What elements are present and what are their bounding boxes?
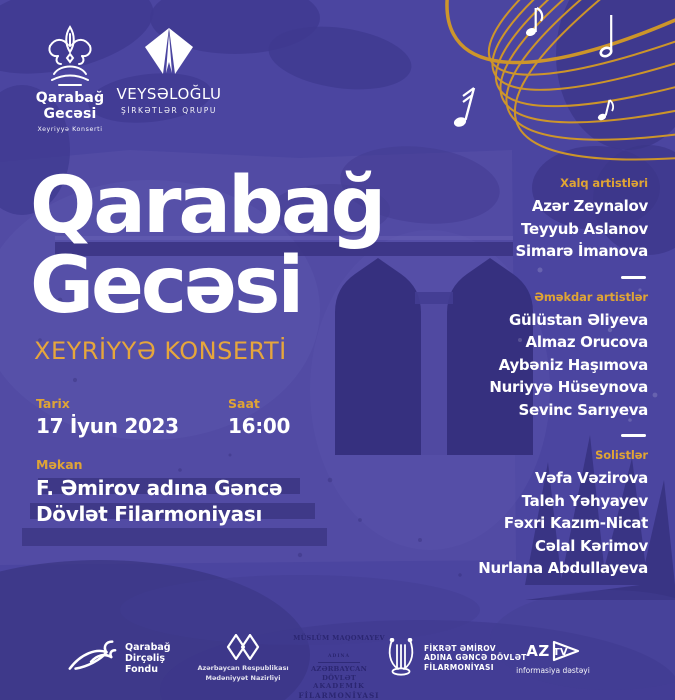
venue-detail: [36, 457, 290, 527]
date-detail: [36, 396, 228, 438]
xaribulbul-flower-icon: [47, 24, 93, 90]
gence-philharmonic-line3: FİLARMONİYASI: [424, 662, 494, 672]
artist-name: Aybəniz Haşımova: [498, 355, 648, 374]
artist-group-label: Solistlər: [595, 448, 648, 462]
music-note-icon: [599, 15, 612, 58]
state-philharmonic-line4: AKADEMİK: [313, 682, 365, 690]
partner-logo-name: VEYSƏLOĞLU: [116, 85, 222, 103]
date-value: 17 İyun 2023: [36, 414, 179, 438]
time-value: 16:00: [228, 414, 291, 438]
partner-logo-tagline: ŞİRKƏTLƏR QRUPU: [121, 106, 217, 115]
event-logo-line2: Gecəsi: [43, 106, 97, 122]
veyseloglu-diamond-icon: [143, 26, 195, 78]
ornament-pattern-icon: [226, 634, 260, 660]
title-line1: Qarabağ: [30, 161, 384, 251]
state-philharmonic-line3: AZƏRBAYCAN DÖVLƏT: [310, 665, 368, 682]
state-philharmonic-line1: MÜSLÜM MAQOMAYEV: [293, 634, 385, 642]
artist-name: Vəfa Vəzirova: [534, 469, 648, 487]
artist-name: Azər Zeynalov: [531, 197, 648, 215]
artist-name: Fəxri Kazım-Nicat: [503, 514, 648, 532]
artist-name: Almaz Orucova: [525, 333, 648, 351]
fund-line2: Dirçəliş: [125, 652, 166, 664]
artist-name: Sevinc Sarıyeva: [518, 400, 648, 419]
bird-logo-icon: [64, 638, 118, 678]
gence-philharmonic-logo: [386, 638, 527, 678]
venue-line2: Dövlət Filarmoniyası: [36, 502, 263, 526]
venue-line1: F. Əmirov adına Gəncə: [36, 476, 283, 500]
artist-name: Nurlana Abdullayeva: [478, 559, 648, 577]
event-logo: [26, 24, 114, 133]
artist-name: Simarə İmanova: [515, 242, 648, 260]
page-title: [30, 161, 384, 331]
artist-group-label: Xalq artistləri: [560, 176, 648, 190]
time-detail: [228, 396, 290, 438]
event-details: [36, 396, 290, 527]
artist-name: Taleh Yəhyayev: [521, 491, 648, 510]
culture-ministry-logo: [182, 634, 304, 682]
title-line2: Gecəsi: [30, 241, 302, 331]
fund-line1: Qarabağ: [125, 641, 171, 653]
artist-name: Cəlal Kərimov: [535, 536, 648, 555]
gence-philharmonic-line1: FİKRƏT ƏMİROV: [424, 643, 496, 653]
section-divider: [621, 434, 646, 437]
event-subtitle: XEYRİYYƏ KONSERTİ: [34, 337, 287, 365]
state-philharmonic-logo: [293, 634, 385, 700]
section-divider: [621, 276, 646, 279]
date-label: Tarix: [36, 396, 70, 411]
artist-name: Nuriyyə Hüseynova: [489, 378, 648, 396]
event-logo-line1: Qarabağ: [35, 90, 105, 106]
artist-group-label: Əməkdar artistlər: [534, 289, 648, 304]
aztv-play-icon: [552, 640, 580, 662]
lyre-icon: [386, 638, 416, 678]
state-philharmonic-line2: ADINA: [318, 654, 360, 663]
artist-name: Gülüstan Əliyeva: [508, 310, 648, 329]
ministry-line2: Mədəniyyət Nazirliyi: [205, 673, 281, 682]
event-logo-subtitle: Xeyriyyə Konserti: [37, 126, 103, 133]
music-staff-graphic: [390, 0, 675, 185]
partner-logo: [114, 26, 224, 115]
aztv-logo: [514, 640, 592, 675]
gence-philharmonic-line2: ADINA GƏNCƏ DÖVLƏT: [424, 653, 527, 663]
music-note-icon: [453, 88, 474, 128]
time-label: Saat: [228, 396, 260, 411]
aztv-tv-text: TV: [552, 647, 568, 658]
aztv-tagline: informasiya dəstəyi: [516, 666, 590, 675]
footer-logos: [0, 630, 675, 700]
ministry-line1: Azərbaycan Respublikası: [197, 664, 289, 672]
artists-list: [478, 176, 648, 580]
artist-name: Teyyub Aslanov: [521, 219, 648, 238]
venue-label: Məkan: [36, 457, 83, 472]
fund-line3: Fondu: [125, 663, 158, 675]
aztv-az-text: AZ: [526, 642, 550, 660]
state-philharmonic-line5: FİLARMONİYASI: [298, 690, 380, 700]
qarabag-fund-logo: [64, 638, 171, 678]
